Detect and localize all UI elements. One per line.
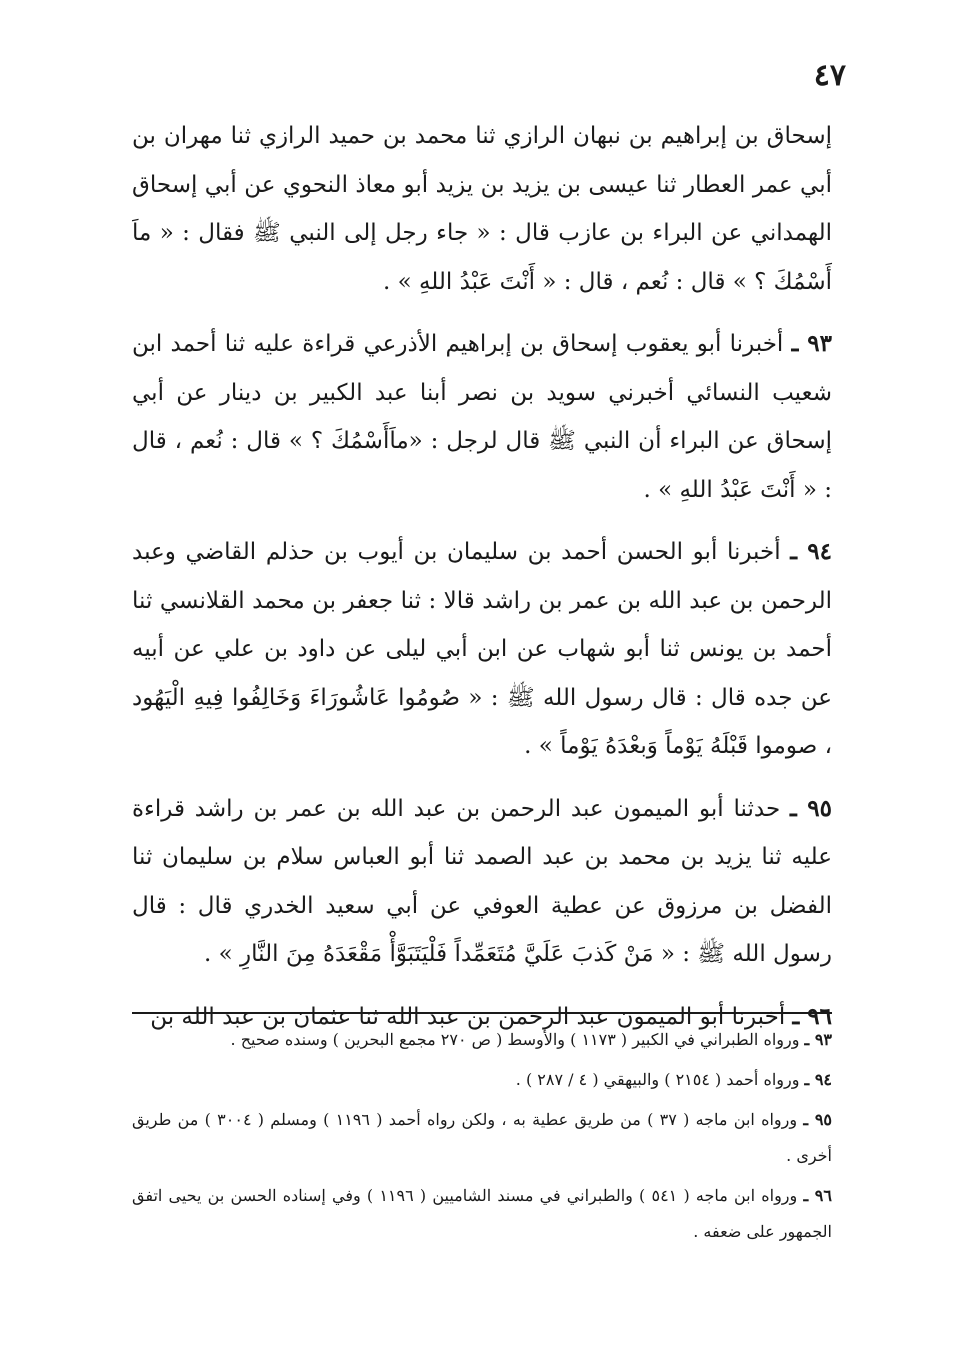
footnote-93 [132,1022,832,1058]
footnote-94 [132,1062,832,1098]
paragraph-text: حدثنا أبو الميمون عبد الرحمن بن عبد الله بن عمر بن راشد قراءة عليه ثنا يزيد بن محمد بن عبد الصمد ثنا أبو العباس سلام بن سليمان ثنا الفضل بن مرزوق عن عطية العوفي عن أبي سعيد الخدري قال : قال رسول الله ﷺ : « مَنْ كَذبَ عَلَيَّ مُتَعَمِّداً فَلْيَتَبَوَّأْ مَقْعَدَهُ مِنَ النَّارِ » . [132,795,832,967]
paragraph-text: أخبرنا أبو الميمون عبد الرحمن بن عبد الله ثنا عثمان بن عبد الله بن [150,1003,786,1030]
footnotes [132,1022,832,1254]
paragraph-text: أخبرنا أبو الحسن أحمد بن سليمان بن أيوب بن حذلم القاضي وعبد الرحمن بن عبد الله بن عمر بن راشد قالا : ثنا جعفر بن محمد القلانسي ثنا أحمد بن يونس ثنا أبو شهاب عن ابن أبي ليلى عن داود بن علي عن أبيه عن جده قال : قال رسول الله ﷺ : « صُومُوا عَاشُورَاءَ وَخَالِفُوا فِيهِ الْيَهُود ، صوموا قَبْلَهُ يَوْماً وَبعْدَهُ يَوْماً » . [132,539,832,759]
footnote-number: ٩٥ ـ [803,1110,832,1129]
page-number: ٤٧ [813,58,846,93]
footnote-divider [132,1012,832,1014]
hadith-number: ٩٤ ـ [790,538,833,565]
hadith-number: ٩٣ ـ [791,330,833,357]
footnote-96 [132,1178,832,1250]
footnote-number: ٩٦ ـ [803,1186,832,1205]
hadith-number: ٩٥ ـ [790,794,833,822]
paragraph-text: أخبرنا أبو يعقوب إسحاق بن إبراهيم الأذرعي قراءة عليه ثنا أحمد ابن شعيب النسائي أخبرني سويد بن نصر أبنا عبد الكبير بن دينار عن أبي إسحاق عن البراء أن النبي ﷺ قال لرجل : «ماَأَسْمُكَ ؟ » قال : نُعم ، قال : « أَنْتَ عَبْدُ اللهِ » . [132,331,832,503]
footnote-number: ٩٣ ـ [804,1030,832,1049]
footnote-text: ورواه الطبراني في الكبير ( ١١٧٣ ) والأوسط ( ص ٢٧٠ مجمع البحرين ) وسنده صحيح . [230,1030,800,1049]
footnote-text: ورواه ابن ماجه ( ٣٧ ) من طريق عطية به ، ولكن رواه أحمد ( ١١٩٦ ) ومسلم ( ٣٠٠٤ ) من طريق أخرى . [132,1110,832,1165]
footnote-95 [132,1102,832,1174]
paragraph-95 [132,785,832,979]
paragraph-text: إسحاق بن إبراهيم بن نبهان الرازي ثنا محمد بن حميد الرازي ثنا مهران بن أبي عمر العطار ثنا عيسى بن يزيد بن يزيد أبو معاذ النحوي عن أبي إسحاق الهمداني عن البراء بن عازب قال : « جاء رجل إلى النبي ﷺ فقال : « ماَ أَسْمُكَ ؟ » قال : نُعم ، قال : « أَنْتَ عَبْدُ اللهِ » . [132,123,832,295]
hadith-number: ٩٦ ـ [792,1002,832,1030]
paragraph-93 [132,320,832,514]
paragraph-intro [132,112,832,306]
footnote-text: ورواه ابن ماجه ( ٥٤١ ) والطبراني في مسند الشاميين ( ١١٩٦ ) وفي إسناده الحسن بن يحيى اتفق الجمهور على ضعفه . [132,1186,832,1241]
paragraph-94 [132,528,832,771]
footnote-text: ورواه أحمد ( ٢١٥٤ ) والبيهقي ( ٤ / ٢٨٧ ) . [515,1070,800,1089]
footnote-number: ٩٤ ـ [804,1070,832,1089]
main-text [132,112,832,1055]
